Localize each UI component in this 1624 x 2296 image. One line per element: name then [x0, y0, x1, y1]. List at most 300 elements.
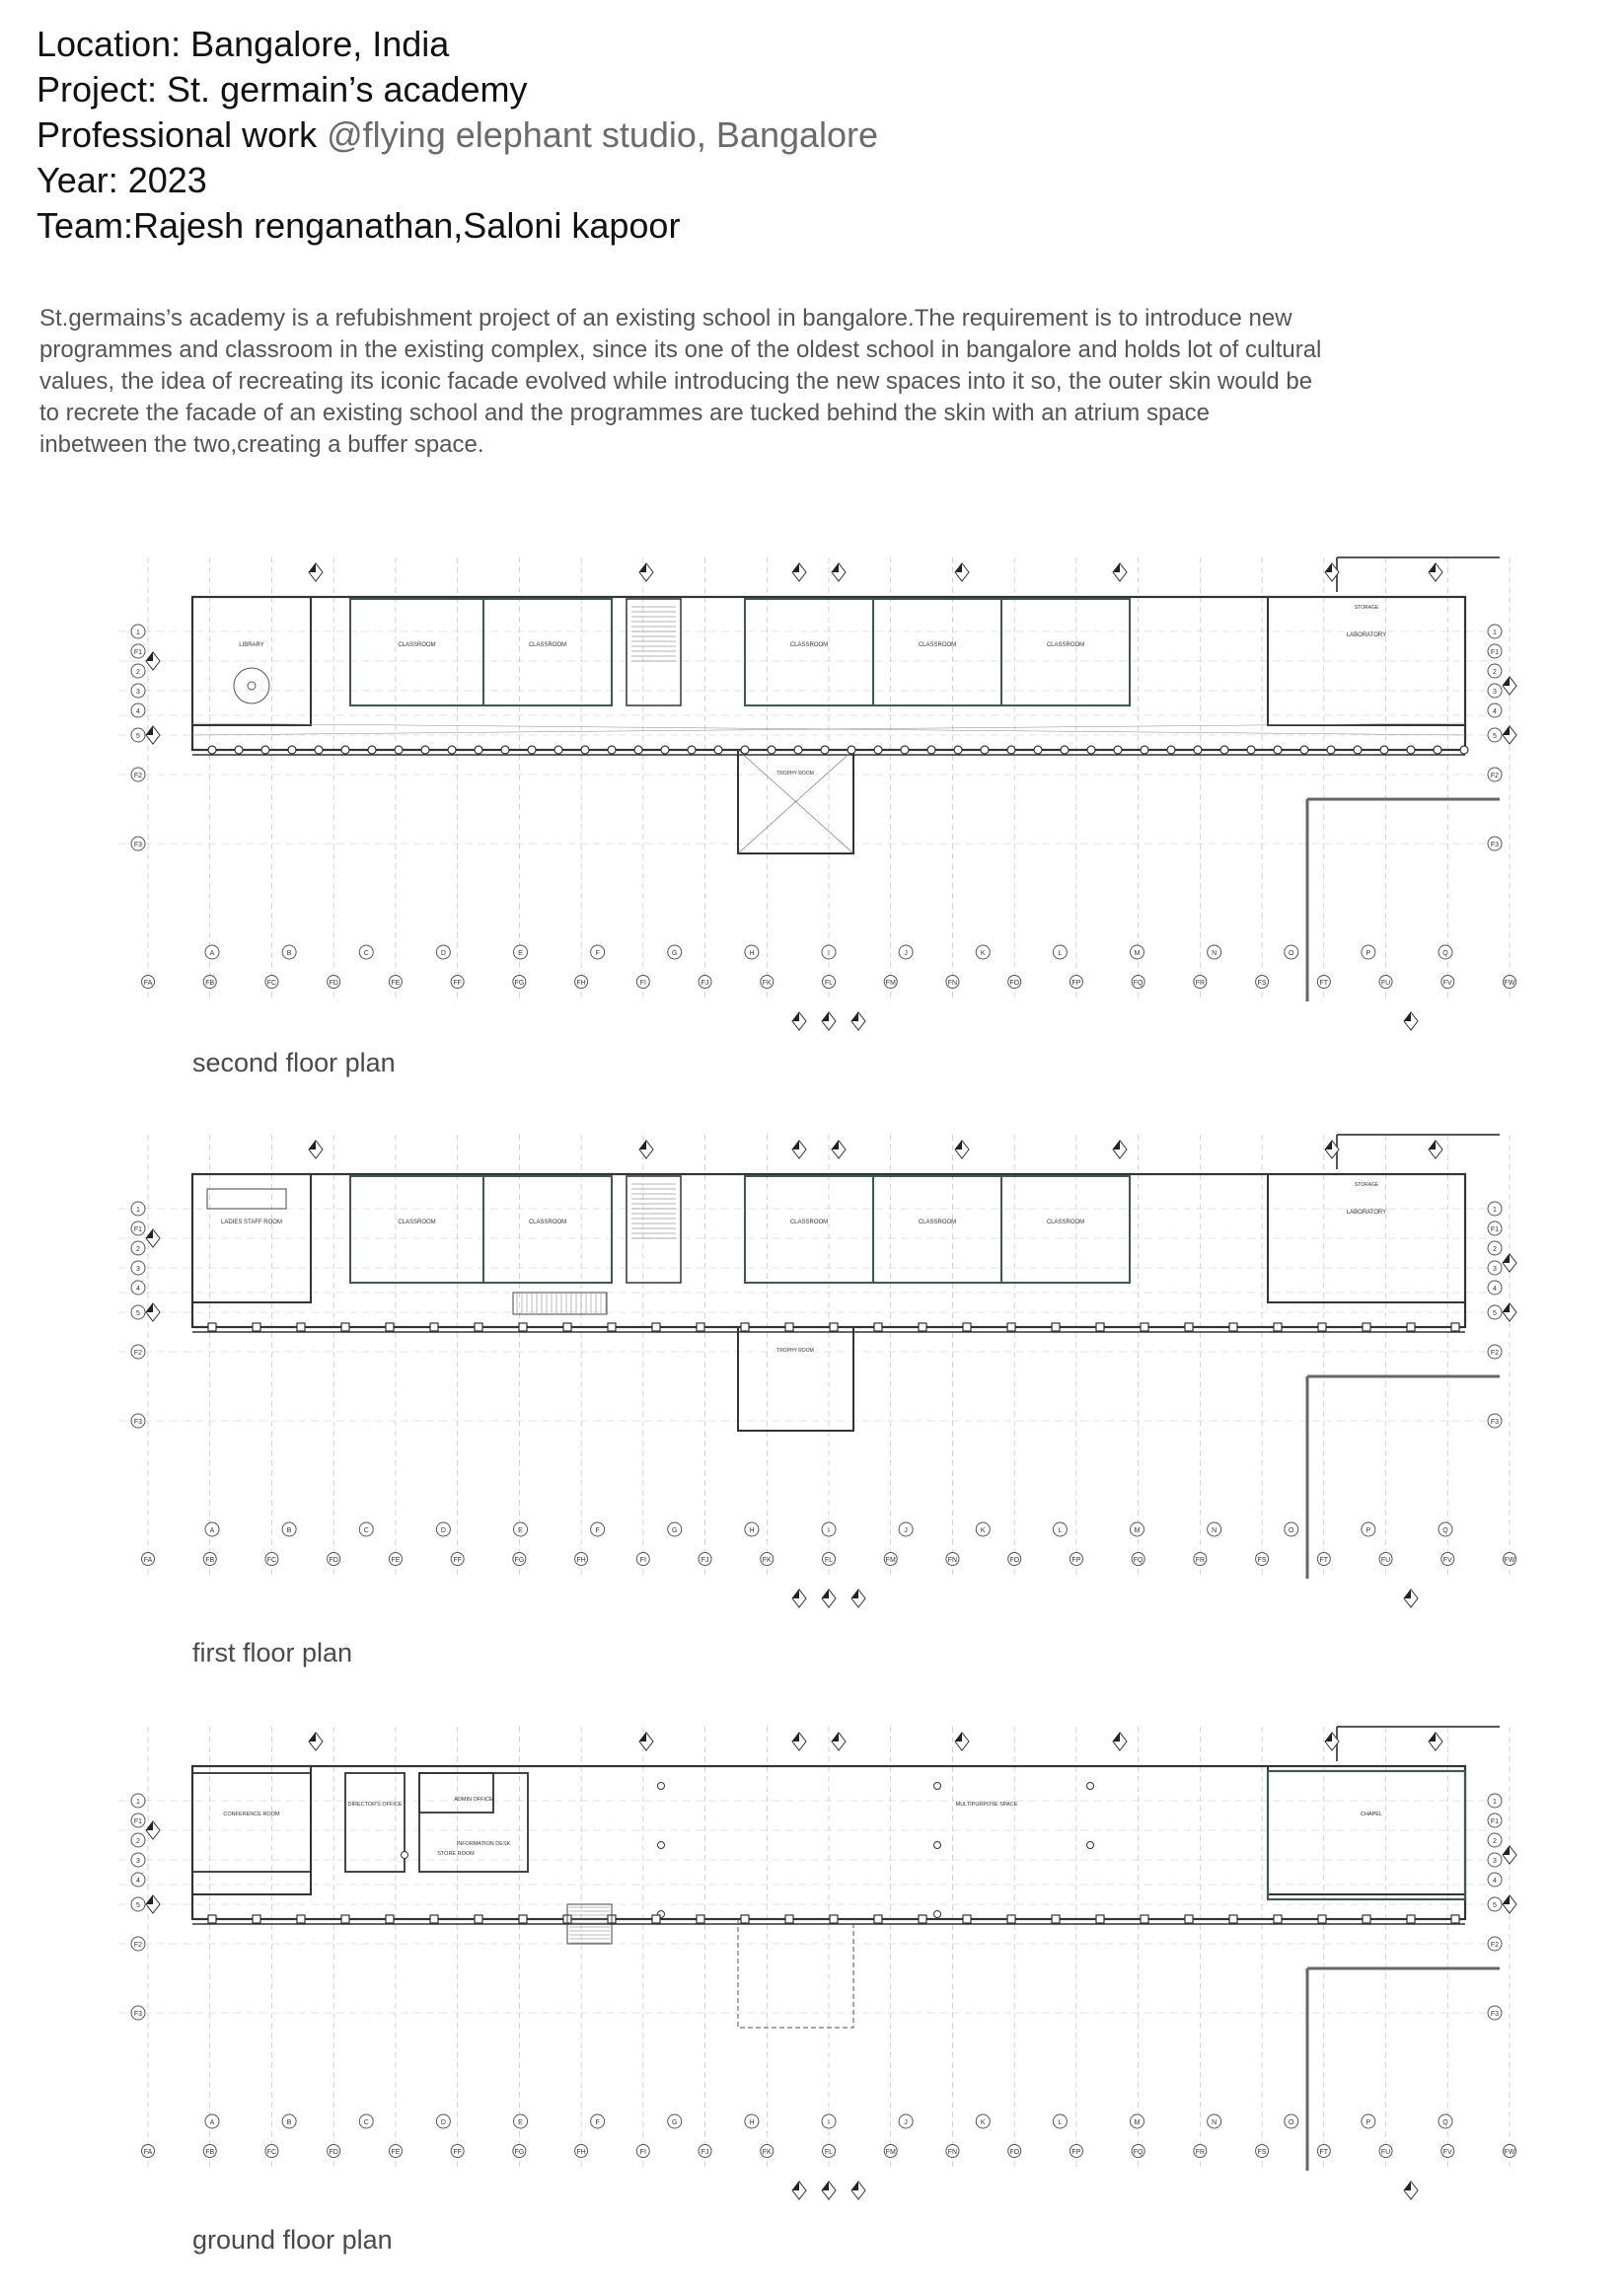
grid-label: 2 — [1493, 669, 1497, 676]
facade-column — [1220, 746, 1228, 754]
facade-column — [794, 746, 802, 754]
grid-label: FW — [1504, 2149, 1515, 2156]
grid-label: FB — [205, 2149, 215, 2156]
facade-column — [901, 746, 909, 754]
facade-pier — [1229, 1323, 1237, 1331]
grid-label: C — [363, 1527, 369, 1534]
grid-label: N — [1212, 950, 1218, 957]
grid-label: FE — [391, 2149, 401, 2156]
column — [934, 1911, 941, 1918]
facade-pier — [697, 1323, 704, 1331]
grid-label: FE — [391, 1557, 401, 1564]
column — [658, 1783, 665, 1790]
grid-label: FH — [576, 1557, 586, 1564]
grid-label: G — [672, 2119, 678, 2126]
grid-label: 3 — [136, 1266, 140, 1273]
facade-pier — [341, 1323, 349, 1331]
facade-pier — [1052, 1323, 1060, 1331]
grid-label: FQ — [1133, 980, 1144, 987]
grid-label: FU — [1380, 2149, 1391, 2156]
grid-label: K — [980, 2119, 986, 2126]
grid-label: F2 — [133, 1942, 143, 1949]
facade-pier — [1007, 1915, 1015, 1923]
grid-label: FP — [1071, 980, 1081, 987]
grid-label: 3 — [1493, 1858, 1497, 1865]
grid-label: C — [363, 2119, 369, 2126]
adjacent-building — [1307, 1968, 1500, 2171]
facade-column — [1141, 746, 1148, 754]
facade-column — [1300, 746, 1308, 754]
facade-column — [341, 746, 349, 754]
grid-label: FP — [1071, 2149, 1081, 2156]
facade-column — [1354, 746, 1362, 754]
facade-pier — [563, 1323, 571, 1331]
stair-core — [627, 1176, 681, 1283]
grid-label: A — [209, 1527, 215, 1534]
grid-label: 5 — [136, 1902, 140, 1909]
facade-pier — [253, 1915, 260, 1923]
facade-pier — [475, 1915, 482, 1923]
grid-label: 4 — [1493, 1878, 1497, 1885]
facade-pier — [253, 1323, 260, 1331]
ground-room-outline — [419, 1773, 528, 1872]
facade-pier — [697, 1915, 704, 1923]
grid-label: F2 — [1490, 773, 1500, 779]
classroom-outline — [873, 1176, 1001, 1283]
room-label: DIRECTOR'S OFFICE — [347, 1802, 403, 1808]
grid-label: H — [749, 1527, 755, 1534]
chapel-outline — [1268, 1771, 1465, 1899]
facade-column — [395, 746, 403, 754]
facade-pier — [208, 1323, 216, 1331]
grid-label: FV — [1442, 980, 1452, 987]
grid-label: 1 — [136, 1207, 140, 1214]
grid-label: FT — [1319, 2149, 1329, 2156]
facade-column — [315, 746, 323, 754]
facade-pier — [919, 1323, 926, 1331]
adjacent-building — [1307, 799, 1500, 1001]
facade-column — [688, 746, 696, 754]
facade-column — [1460, 746, 1468, 754]
grid-label: FK — [762, 980, 772, 987]
room-label: TROPHY ROOM — [776, 771, 814, 777]
grid-label: FO — [1009, 2149, 1020, 2156]
grid-label: Q — [1442, 2119, 1448, 2126]
column — [1087, 1842, 1094, 1849]
grid-label: F — [595, 2119, 600, 2126]
facade-pier — [430, 1915, 438, 1923]
grid-label: B — [286, 1527, 292, 1534]
grid-label: G — [672, 1527, 678, 1534]
room-label: CLASSROOM — [789, 642, 829, 648]
grid-label: 1 — [136, 1799, 140, 1806]
facade-pier — [1407, 1323, 1415, 1331]
grid-label: FQ — [1133, 2149, 1144, 2156]
facade-column — [954, 746, 962, 754]
grid-label: 3 — [1493, 689, 1497, 696]
facade-column — [981, 746, 989, 754]
grid-label: E — [518, 1527, 523, 1534]
room-label: CLASSROOM — [918, 1220, 957, 1225]
grid-label: FS — [1257, 2149, 1267, 2156]
grid-label: 5 — [1493, 1902, 1497, 1909]
facade-column — [848, 746, 855, 754]
grid-label: D — [440, 950, 446, 957]
grid-label: 4 — [1493, 1286, 1497, 1293]
grid-label: O — [1289, 2119, 1294, 2126]
annex-wall — [1337, 1135, 1500, 1169]
grid-label: FS — [1257, 980, 1267, 987]
grid-label: FD — [329, 2149, 338, 2156]
grid-label: FG — [514, 980, 525, 987]
grid-label: FR — [1195, 1557, 1206, 1564]
classroom-outline — [350, 1176, 483, 1283]
facade-pier — [386, 1915, 394, 1923]
facade-pier — [1096, 1323, 1104, 1331]
facade-column — [261, 746, 269, 754]
classroom-outline — [745, 1176, 873, 1283]
grid-label: F2 — [133, 773, 143, 779]
grid-label: FH — [576, 2149, 586, 2156]
room-label: STORAGE — [1354, 605, 1379, 611]
first-floor-plan — [79, 1115, 1539, 1638]
grid-label: 2 — [1493, 1838, 1497, 1845]
facade-column — [501, 746, 509, 754]
classroom-outline — [873, 599, 1001, 705]
grid-label: L — [1058, 2119, 1063, 2126]
facade-column — [448, 746, 456, 754]
facade-pier — [1451, 1323, 1459, 1331]
grid-label: FO — [1009, 980, 1020, 987]
facade-pier — [1274, 1915, 1282, 1923]
grid-label: A — [209, 2119, 215, 2126]
facade-pier — [297, 1915, 305, 1923]
facade-pier — [1007, 1323, 1015, 1331]
room-label: INFORMATION DESK — [456, 1841, 511, 1847]
grid-label: FF — [453, 1557, 462, 1564]
room-label: STORAGE — [1354, 1182, 1379, 1188]
grid-label: I — [828, 950, 830, 957]
grid-label: O — [1289, 950, 1294, 957]
facade-column — [1061, 746, 1069, 754]
facade-pier — [608, 1323, 616, 1331]
classroom-outline — [745, 599, 873, 705]
grid-label: 4 — [136, 1286, 140, 1293]
facade-pier — [652, 1915, 660, 1923]
grid-label: H — [749, 950, 755, 957]
facade-pier — [1052, 1915, 1060, 1923]
grid-label: FI — [639, 1557, 646, 1564]
facade-pier — [1141, 1323, 1148, 1331]
grid-label: N — [1212, 2119, 1218, 2126]
room-label: CLASSROOM — [1046, 642, 1085, 648]
grid-label: O — [1289, 1527, 1294, 1534]
grid-label: FW — [1504, 1557, 1515, 1564]
grid-label: FN — [947, 2149, 958, 2156]
professional-work-line — [37, 112, 1576, 158]
grid-label: FK — [762, 1557, 772, 1564]
facade-column — [874, 746, 882, 754]
grid-label: D — [440, 1527, 446, 1534]
grid-label: FA — [143, 1557, 153, 1564]
grid-label: E — [518, 950, 523, 957]
facade-pier — [1451, 1915, 1459, 1923]
grid-label: F1 — [1490, 1818, 1500, 1825]
column — [658, 1842, 665, 1849]
ground-floor-plan — [79, 1707, 1539, 2230]
project-description: St.germains’s academy is a refubishment project of an existing school in bangalore.The requirement is to introduce new programmes and classroom in the existing complex, since its one of the oldest school in bangalore and holds lot of cultural values, the idea of recreating its iconic facade evolved while introducing the new spaces into it so, the outer skin would be to recrete the facade of an existing school and the programmes are tucked behind the skin with an atrium space inbetween the two,creating a buffer space. — [39, 305, 1322, 458]
grid-label: FD — [329, 980, 338, 987]
grid-label: 3 — [136, 689, 140, 696]
facade-pier — [519, 1915, 527, 1923]
grid-label: F3 — [133, 1419, 143, 1426]
grid-label: FP — [1071, 1557, 1081, 1564]
grid-label: 4 — [1493, 708, 1497, 715]
annex-wall — [1337, 1727, 1500, 1761]
grid-label: D — [440, 2119, 446, 2126]
facade-pier — [519, 1323, 527, 1331]
facade-column — [608, 746, 616, 754]
location-line: Location: Bangalore, India — [37, 24, 450, 64]
project-line: Project: St. germain’s academy — [37, 69, 528, 110]
facade-pier — [1318, 1915, 1326, 1923]
facade-column — [714, 746, 722, 754]
facade-pier — [874, 1915, 882, 1923]
grid-label: FW — [1504, 980, 1515, 987]
grid-label: E — [518, 2119, 523, 2126]
grid-label: FQ — [1133, 1557, 1144, 1564]
grid-label: F3 — [133, 2011, 143, 2018]
grid-label: J — [904, 950, 908, 957]
grid-label: F1 — [1490, 1226, 1500, 1233]
grid-label: FG — [514, 2149, 525, 2156]
grid-label: I — [828, 2119, 830, 2126]
ground-room-outline — [419, 1773, 493, 1813]
first-floor-drawing — [79, 1115, 1539, 1638]
trophy-room-wall — [738, 1327, 853, 1431]
grid-label: F3 — [1490, 842, 1500, 849]
grid-label: FH — [576, 980, 586, 987]
facade-column — [661, 746, 669, 754]
facade-column — [1087, 746, 1095, 754]
grid-label: 5 — [1493, 733, 1497, 740]
project-header — [37, 22, 1576, 249]
grid-label: FD — [329, 1557, 338, 1564]
grid-label: F2 — [1490, 1350, 1500, 1357]
grid-label: FU — [1380, 980, 1391, 987]
room-label: LABORATORY — [1346, 632, 1387, 638]
grid-label: 5 — [1493, 1310, 1497, 1317]
grid-label: 1 — [1493, 630, 1497, 636]
grid-label: FV — [1442, 1557, 1452, 1564]
grid-label: FU — [1380, 1557, 1391, 1564]
facade-pier — [297, 1323, 305, 1331]
classroom-outline — [1001, 1176, 1130, 1283]
facade-column — [528, 746, 536, 754]
grid-label: B — [286, 950, 292, 957]
facade-pier — [963, 1915, 971, 1923]
facade-column — [554, 746, 562, 754]
grid-label: F1 — [133, 649, 143, 656]
grid-label: FB — [205, 1557, 215, 1564]
facade-pier — [830, 1915, 838, 1923]
grid-label: FF — [453, 2149, 462, 2156]
grid-label: 3 — [136, 1858, 140, 1865]
room-label: CLASSROOM — [918, 642, 957, 648]
room-label: LADIES STAFF ROOM — [221, 1220, 282, 1225]
facade-column — [1407, 746, 1415, 754]
grid-label: F2 — [1490, 1942, 1500, 1949]
grid-label: J — [904, 2119, 908, 2126]
grid-label: B — [286, 2119, 292, 2126]
ground-floor-caption: ground floor plan — [192, 2225, 393, 2255]
grid-label: 1 — [136, 630, 140, 636]
grid-label: FV — [1442, 2149, 1452, 2156]
grid-label: FN — [947, 980, 958, 987]
room-label: CHAPEL — [1360, 1812, 1383, 1817]
grid-label: FL — [824, 980, 834, 987]
grid-label: Q — [1442, 950, 1448, 957]
facade-column — [768, 746, 775, 754]
facade-column — [1034, 746, 1042, 754]
facade-column — [1167, 746, 1175, 754]
spiral-stair-core — [248, 682, 256, 690]
facade-pier — [1185, 1915, 1193, 1923]
facade-pier — [919, 1915, 926, 1923]
second-floor-plan — [79, 538, 1539, 1061]
classroom-outline — [1001, 599, 1130, 705]
facade-pier — [1185, 1323, 1193, 1331]
facade-pier — [741, 1323, 749, 1331]
grid-label: FE — [391, 980, 401, 987]
team-line: Team:Rajesh renganathan,Saloni kapoor — [37, 205, 681, 246]
facade-pier — [1274, 1323, 1282, 1331]
facade-pier — [430, 1323, 438, 1331]
room-label: MULTIPURPOSE SPACE — [955, 1802, 1018, 1808]
grid-label: FC — [266, 980, 277, 987]
grid-label: 1 — [1493, 1799, 1497, 1806]
grid-label: FA — [143, 980, 153, 987]
facade-pier — [341, 1915, 349, 1923]
grid-label: FJ — [701, 2149, 709, 2156]
facade-column — [1380, 746, 1388, 754]
grid-label: P — [1366, 2119, 1371, 2126]
facade-pier — [652, 1323, 660, 1331]
facade-pier — [1318, 1323, 1326, 1331]
facade-column — [475, 746, 482, 754]
grid-label: P — [1366, 1527, 1371, 1534]
grid-label: F3 — [1490, 1419, 1500, 1426]
grid-label: FB — [205, 980, 215, 987]
grid-label: P — [1366, 950, 1371, 957]
room-label: LABORATORY — [1346, 1210, 1387, 1216]
grid-label: FF — [453, 980, 462, 987]
spiral-stair — [234, 668, 269, 704]
grid-label: FN — [947, 1557, 958, 1564]
grid-label: FS — [1257, 1557, 1267, 1564]
facade-column — [235, 746, 243, 754]
grid-label: FR — [1195, 2149, 1206, 2156]
facade-pier — [1096, 1915, 1104, 1923]
grid-label: 4 — [136, 708, 140, 715]
grid-label: FL — [824, 2149, 834, 2156]
facade-column — [1194, 746, 1202, 754]
grid-label: 2 — [1493, 1246, 1497, 1253]
grid-label: FT — [1319, 980, 1329, 987]
column — [402, 1852, 408, 1859]
facade-pier — [963, 1323, 971, 1331]
facade-pier — [1363, 1323, 1370, 1331]
grid-label: FC — [266, 1557, 277, 1564]
grid-label: FI — [639, 980, 646, 987]
ground-floor-drawing — [79, 1707, 1539, 2230]
facade-column — [1327, 746, 1335, 754]
grid-label: A — [209, 950, 215, 957]
grid-label: M — [1134, 950, 1141, 957]
grid-label: FG — [514, 1557, 525, 1564]
room-label: CLASSROOM — [528, 1220, 567, 1225]
facade-column — [741, 746, 749, 754]
grid-label: 2 — [136, 669, 140, 676]
facade-pier — [1407, 1915, 1415, 1923]
grid-label: F3 — [133, 842, 143, 849]
grid-label: 5 — [136, 1310, 140, 1317]
grid-label: G — [672, 950, 678, 957]
facade-pier — [785, 1323, 793, 1331]
classroom-outline — [350, 599, 483, 705]
grid-label: 5 — [136, 733, 140, 740]
grid-label: F1 — [1490, 649, 1500, 656]
grid-label: 4 — [136, 1878, 140, 1885]
grid-label: F — [595, 1527, 600, 1534]
grid-label: J — [904, 1527, 908, 1534]
grid-label: H — [749, 2119, 755, 2126]
facade-column — [634, 746, 642, 754]
facade-pier — [208, 1915, 216, 1923]
grid-label: F1 — [133, 1226, 143, 1233]
column — [934, 1842, 941, 1849]
annex-wall — [1337, 557, 1500, 592]
classroom-outline — [483, 599, 612, 705]
first-floor-caption: first floor plan — [192, 1638, 353, 1667]
room-label: CLASSROOM — [398, 642, 436, 648]
facade-pier — [475, 1323, 482, 1331]
grid-label: M — [1134, 1527, 1141, 1534]
grid-label: 2 — [136, 1838, 140, 1845]
column — [1087, 1783, 1094, 1790]
grid-label: FJ — [701, 980, 709, 987]
adjacent-building — [1307, 1376, 1500, 1579]
facade-column — [421, 746, 429, 754]
grid-label: M — [1134, 2119, 1141, 2126]
toilet-block — [207, 1189, 286, 1209]
facade-pier — [1363, 1915, 1370, 1923]
room-label: CLASSROOM — [1046, 1220, 1085, 1225]
facade-column — [1114, 746, 1122, 754]
classroom-outline — [483, 1176, 612, 1283]
facade-column — [1434, 746, 1441, 754]
grid-label: FI — [639, 2149, 646, 2156]
studio-name: @flying elephant studio, Bangalore — [327, 114, 879, 155]
grid-label: FT — [1319, 1557, 1329, 1564]
room-label: LIBRARY — [239, 642, 264, 648]
grid-label: 1 — [1493, 1207, 1497, 1214]
grid-label: FM — [885, 2149, 896, 2156]
room-label: STORE ROOM — [437, 1851, 475, 1857]
facade-pier — [830, 1323, 838, 1331]
grid-label: F1 — [133, 1818, 143, 1825]
grid-label: FK — [762, 2149, 772, 2156]
